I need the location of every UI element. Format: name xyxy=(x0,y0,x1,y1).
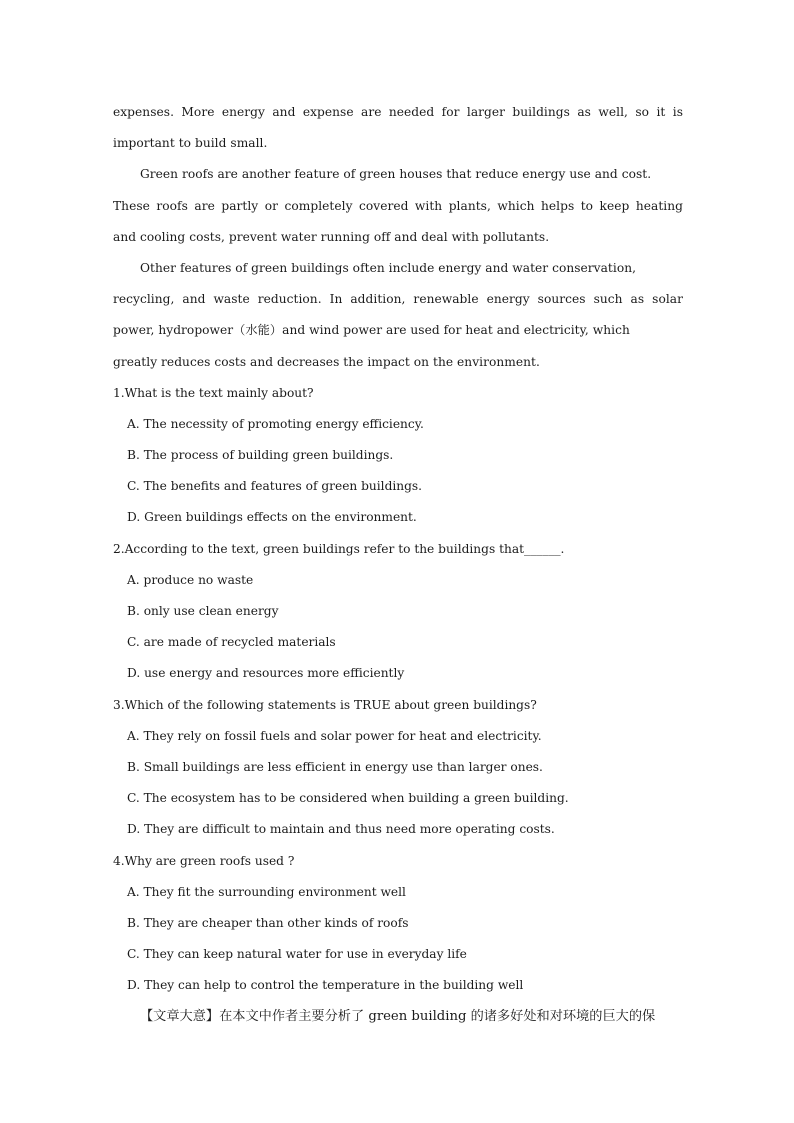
passage-line: power, hydropower（水能）and wind power are used for heat and electricity, which xyxy=(113,323,630,338)
passage-line: Other features of green buildings often include energy and water conservation, xyxy=(140,260,637,275)
document-page xyxy=(113,97,683,1033)
option-d: D. Green buildings effects on the environment. xyxy=(127,510,417,525)
option-b: B. The process of building green buildings. xyxy=(127,448,394,463)
option-a: A. They fit the surrounding environment well xyxy=(127,884,406,899)
passage-line: These roofs are partly or completely covered with plants, which helps to keep heating xyxy=(113,198,683,213)
option-c: C. They can keep natural water for use in everyday life xyxy=(127,947,467,962)
question-2 xyxy=(113,534,683,690)
option-b: B. only use clean energy xyxy=(127,604,279,618)
passage-line: greatly reduces costs and decreases the impact on the environment. xyxy=(113,354,540,369)
option-c: C. are made of recycled materials xyxy=(127,635,336,650)
option-b: B. Small buildings are less efficient in energy use than larger ones. xyxy=(127,759,543,774)
question-stem: 3.Which of the following statements is TRUE about green buildings? xyxy=(113,697,537,712)
option-a: A. The necessity of promoting energy efficiency. xyxy=(127,416,424,431)
passage-line: recycling, and waste reduction. In addition, renewable energy sources such as solar xyxy=(113,292,683,307)
option-c: C. The ecosystem has to be considered when building a green building. xyxy=(127,791,569,806)
question-stem: 4.Why are green roofs used ? xyxy=(113,853,295,868)
question-1 xyxy=(113,378,683,534)
option-c: C. The benefits and features of green buildings. xyxy=(127,479,423,494)
article-summary: 【文章大意】在本文中作者主要分析了 green building 的诸多好处和对环境的巨大的保 xyxy=(140,1009,656,1025)
option-d: D. use energy and resources more efficiently xyxy=(127,666,405,681)
option-a: A. They rely on fossil fuels and solar power for heat and electricity. xyxy=(127,728,542,743)
passage-line: expenses. More energy and expense are needed for larger buildings as well, so it is xyxy=(113,105,683,119)
option-d: D. They are difficult to maintain and thus need more operating costs. xyxy=(127,822,555,837)
question-3 xyxy=(113,690,683,846)
passage-line: and cooling costs, prevent water running off and deal with pollutants. xyxy=(113,229,550,244)
question-stem: 1.What is the text mainly about? xyxy=(113,385,314,400)
passage-line: Green roofs are another feature of green houses that reduce energy use and cost. xyxy=(140,167,652,182)
option-a: A. produce no waste xyxy=(127,572,254,587)
passage-line: important to build small. xyxy=(113,136,268,151)
question-stem: 2.According to the text, green buildings refer to the buildings that______. xyxy=(113,541,565,556)
passage xyxy=(113,97,683,378)
option-d: D. They can help to control the temperature in the building well xyxy=(127,978,524,993)
option-b: B. They are cheaper than other kinds of roofs xyxy=(127,915,409,930)
question-4 xyxy=(113,846,683,1002)
